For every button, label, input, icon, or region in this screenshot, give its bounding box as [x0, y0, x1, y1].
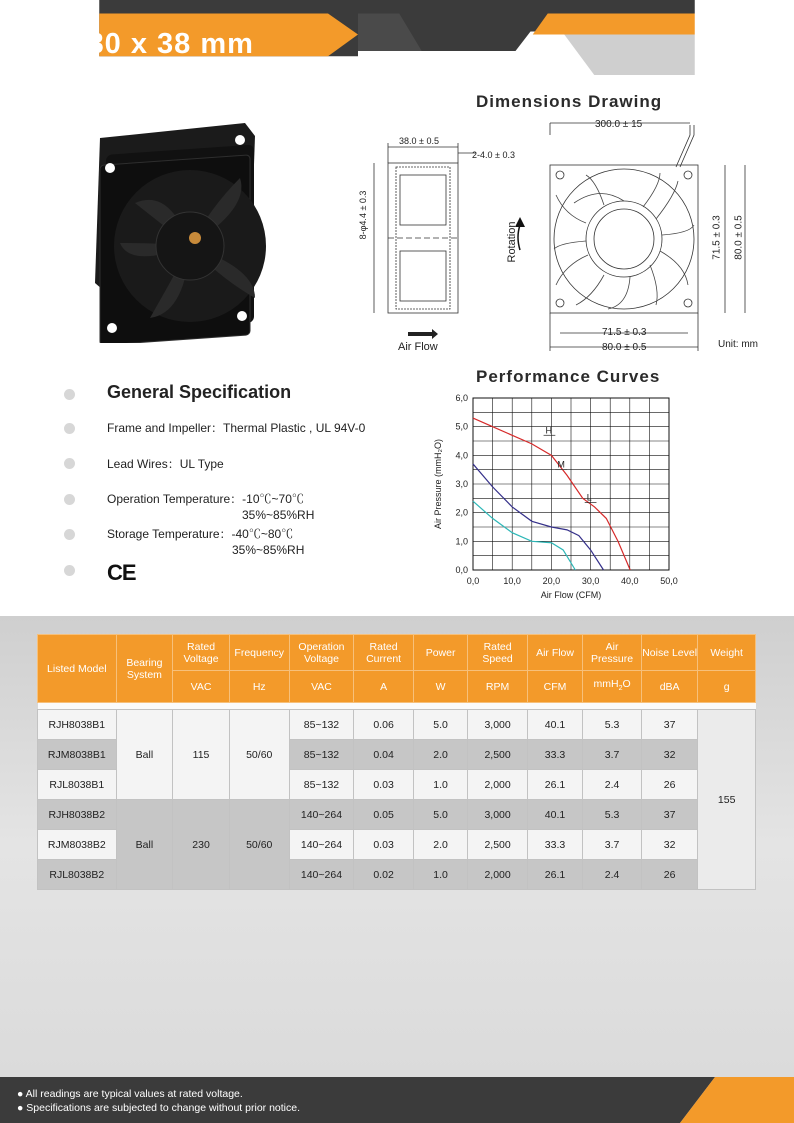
cell-power: 1.0	[413, 770, 468, 800]
y-tick-label: 1,0	[455, 536, 468, 547]
cell-frequency: 50/60	[229, 710, 289, 800]
series-label: J Series	[706, 22, 772, 39]
y-tick-label: 5,0	[455, 421, 468, 432]
cell-current: 0.06	[354, 710, 414, 740]
series-label-l: L	[586, 492, 592, 503]
y-tick-label: 2,0	[455, 507, 468, 518]
spec-heading: General Specification	[107, 382, 292, 402]
cell-pressure: 5.3	[583, 710, 642, 740]
th-op-voltage: Operation Voltage	[289, 635, 354, 671]
unit-label: Unit: mm	[718, 339, 758, 350]
bullet	[64, 529, 75, 540]
cell-power: 1.0	[413, 860, 468, 890]
dim-hole-pitch-h: 71.5 ± 0.3	[602, 327, 647, 338]
chart-title: Performance Curves	[476, 367, 661, 386]
cell-noise: 32	[641, 830, 697, 860]
table-row	[38, 800, 756, 830]
th-noise: Noise Level	[641, 635, 697, 671]
th-voltage: Rated Voltage	[173, 635, 230, 671]
cell-speed: 2,500	[468, 740, 527, 770]
cell-voltage: 230	[173, 800, 230, 890]
cell-speed: 3,000	[468, 710, 527, 740]
x-tick-label: 50,0	[660, 576, 678, 586]
cell-op-voltage: 140~264	[289, 800, 354, 830]
dim-frame-v: 80.0 ± 0.5	[733, 215, 745, 260]
bullet	[64, 423, 75, 434]
unit-voltage: VAC	[173, 671, 230, 703]
cell-model: RJH8038B1	[38, 710, 117, 740]
th-weight: Weight	[698, 635, 756, 671]
cell-op-voltage: 85~132	[289, 740, 354, 770]
cell-op-voltage: 85~132	[289, 770, 354, 800]
table-row	[38, 710, 756, 740]
air-flow-label: Air Flow	[398, 341, 438, 353]
spec-storage-humidity: 35%~85%RH	[232, 543, 305, 557]
cell-pressure: 3.7	[583, 740, 642, 770]
th-power: Power	[413, 635, 468, 671]
y-tick-label: 4,0	[455, 450, 468, 461]
spec-frame: Frame and Impeller：Thermal Plastic , UL 94V-0	[107, 421, 366, 435]
unit-airflow: CFM	[527, 671, 582, 703]
dim-side-width: 38.0 ± 0.5	[399, 136, 439, 146]
performance-chart	[420, 388, 690, 608]
bullet	[64, 458, 75, 469]
cell-airflow: 40.1	[527, 800, 582, 830]
cell-current: 0.05	[354, 800, 414, 830]
cell-pressure: 5.3	[583, 800, 642, 830]
fan-photo	[90, 118, 290, 343]
cell-pressure: 3.7	[583, 830, 642, 860]
y-tick-label: 3,0	[455, 479, 468, 489]
th-frequency: Frequency	[229, 635, 289, 671]
bullet	[64, 389, 75, 400]
unit-frequency: Hz	[229, 671, 289, 703]
unit-power: W	[413, 671, 468, 703]
cell-power: 5.0	[413, 800, 468, 830]
y-tick-label: 6,0	[455, 393, 468, 403]
bullet	[64, 494, 75, 505]
series-label-m: M	[557, 459, 565, 470]
dim-side-flange: 2-4.0 ± 0.3	[472, 150, 515, 160]
th-model: Listed Model	[38, 635, 117, 703]
cell-airflow: 26.1	[527, 860, 582, 890]
x-tick-label: 40,0	[621, 576, 639, 586]
cell-current: 0.02	[354, 860, 414, 890]
cell-current: 0.04	[354, 740, 414, 770]
cell-op-voltage: 85~132	[289, 710, 354, 740]
cell-noise: 37	[641, 710, 697, 740]
cell-model: RJL8038B1	[38, 770, 117, 800]
y-tick-label: 0,0	[455, 565, 468, 575]
dim-hole-pitch-v: 71.5 ± 0.3	[711, 215, 723, 260]
spec-op-humidity: 35%~85%RH	[242, 508, 315, 522]
cell-speed: 2,000	[468, 860, 527, 890]
cell-noise: 26	[641, 770, 697, 800]
cell-speed: 3,000	[468, 800, 527, 830]
x-tick-label: 30,0	[581, 576, 600, 586]
spec-storage-temp: Storage Temperature：-40℃~80℃	[107, 527, 294, 541]
cell-current: 0.03	[354, 830, 414, 860]
dim-side-holes: 8-φ4.4 ± 0.3	[358, 190, 368, 240]
unit-speed: RPM	[468, 671, 527, 703]
x-axis-label: Air Flow (CFM)	[540, 590, 602, 600]
x-tick-label: 20,0	[542, 576, 561, 586]
cell-model: RJM8038B2	[38, 830, 117, 860]
cell-bearing: Ball	[116, 800, 173, 890]
unit-pressure: mmH$_2$O	[583, 671, 642, 703]
cell-airflow: 26.1	[527, 770, 582, 800]
th-airflow: Air Flow	[527, 635, 582, 671]
unit-weight: g	[698, 671, 756, 703]
th-pressure: Air Pressure	[583, 635, 642, 671]
cell-power: 5.0	[413, 710, 468, 740]
footer-note-2: ● Specifications are subjected to change without prior notice.	[17, 1102, 301, 1114]
cell-bearing: Ball	[116, 710, 173, 800]
cell-pressure: 2.4	[583, 770, 642, 800]
unit-current: A	[354, 671, 414, 703]
cell-speed: 2,500	[468, 830, 527, 860]
cell-pressure: 2.4	[583, 860, 642, 890]
spec-op-temp: Operation Temperature：-10℃~70℃	[107, 492, 304, 506]
bullet	[64, 565, 75, 576]
cell-op-voltage: 140~264	[289, 860, 354, 890]
x-tick-label: 0,0	[466, 576, 480, 586]
spec-table	[37, 634, 756, 890]
cell-airflow: 33.3	[527, 740, 582, 770]
footer-banner	[0, 1077, 794, 1123]
th-current: Rated Current	[354, 635, 414, 671]
th-bearing: Bearing System	[116, 635, 173, 703]
cell-voltage: 115	[173, 710, 230, 800]
x-tick-label: 10,0	[503, 576, 521, 586]
cell-power: 2.0	[413, 830, 468, 860]
cell-op-voltage: 140~264	[289, 830, 354, 860]
unit-noise: dBA	[641, 671, 697, 703]
cell-airflow: 40.1	[527, 710, 582, 740]
cell-model: RJH8038B2	[38, 800, 117, 830]
footer-note-1: ● All readings are typical values at rated voltage.	[17, 1088, 243, 1100]
cell-current: 0.03	[354, 770, 414, 800]
dim-frame-h: 80.0 ± 0.5	[602, 342, 647, 353]
cell-airflow: 33.3	[527, 830, 582, 860]
cell-weight: 155	[698, 710, 756, 890]
dimensions-heading: Dimensions Drawing	[476, 92, 663, 111]
cell-speed: 2,000	[468, 770, 527, 800]
th-speed: Rated Speed	[468, 635, 527, 671]
cell-noise: 32	[641, 740, 697, 770]
cell-power: 2.0	[413, 740, 468, 770]
spec-lead: Lead Wires：UL Type	[107, 457, 224, 471]
cell-frequency: 50/60	[229, 800, 289, 890]
y-axis-label: Air Pressure (mmH₂O)	[433, 439, 443, 529]
page-title: 80 x 80 x 38 mm	[18, 28, 254, 60]
cell-noise: 26	[641, 860, 697, 890]
unit-op-voltage: VAC	[289, 671, 354, 703]
rotation-label: Rotation	[506, 221, 518, 263]
dim-lead-length: 300.0 ± 15	[595, 119, 643, 130]
cell-model: RJL8038B2	[38, 860, 117, 890]
cell-model: RJM8038B1	[38, 740, 117, 770]
cell-noise: 37	[641, 800, 697, 830]
ce-mark: CE	[107, 560, 136, 585]
series-label-h: H	[545, 425, 553, 436]
